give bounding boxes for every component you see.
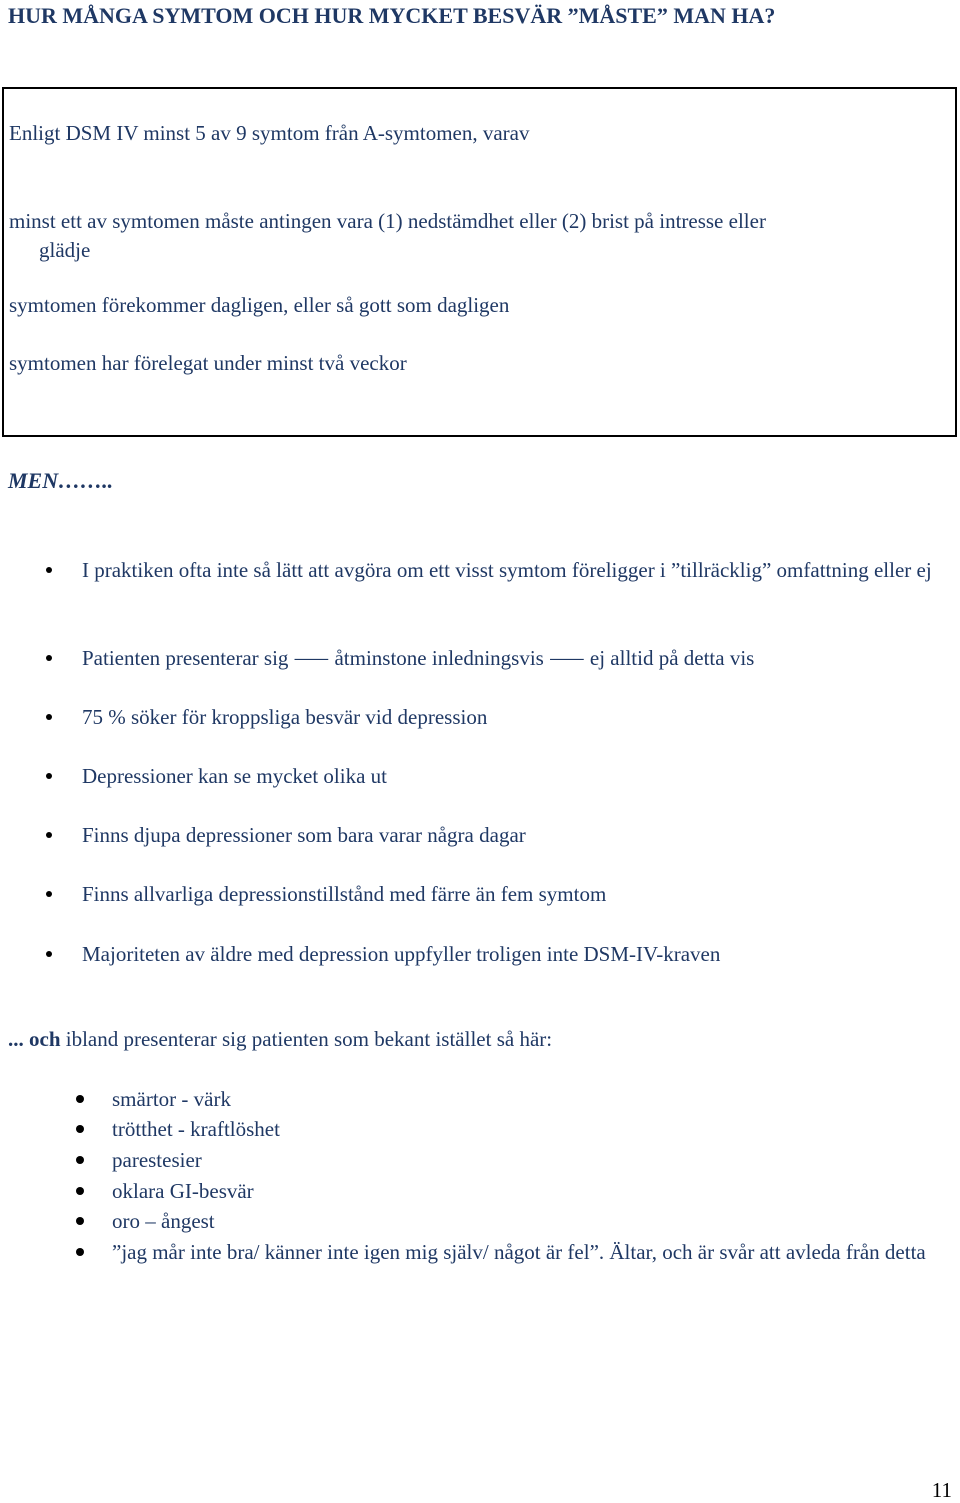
criteria-line-2 [9, 207, 766, 265]
och-rest: ibland presenterar sig patienten som bekant istället så här: [60, 1027, 553, 1051]
bullet-dot-icon [46, 773, 52, 779]
dsm-criteria-box [2, 87, 957, 437]
bullet-item [82, 940, 942, 969]
symptom-item [112, 1238, 942, 1267]
page-number: 11 [931, 1478, 952, 1502]
bullet-text: Depressioner kan se mycket olika ut [82, 764, 387, 788]
symptom-item [112, 1085, 942, 1114]
symptom-text: smärtor - värk [112, 1087, 231, 1111]
bullet-item [82, 703, 942, 732]
bullet-text: 75 % söker för kroppsliga besvär vid depression [82, 705, 488, 729]
page-heading: HUR MÅNGA SYMTOM OCH HUR MYCKET BESVÄR ”MÅSTE” MAN HA? [8, 3, 776, 28]
symptom-item [112, 1177, 942, 1206]
bullet-text: Patienten presenterar sig ⸺ åtminstone inledningsvis ⸺ ej alltid på detta vis [82, 646, 755, 670]
bullet-dot-icon [46, 567, 52, 573]
bullet-dot-icon [76, 1248, 84, 1256]
bullet-dot-icon [76, 1217, 84, 1225]
bullet-dot-icon [46, 832, 52, 838]
criteria-line-4: symtomen har förelegat under minst två veckor [9, 351, 407, 375]
och-prefix: ... och [8, 1027, 61, 1051]
symptom-item [112, 1146, 942, 1175]
symptom-text: oro – ångest [112, 1209, 215, 1233]
bullet-text: Finns allvarliga depressionstillstånd med färre än fem symtom [82, 882, 607, 906]
bullet-dot-icon [76, 1187, 84, 1195]
men-label: MEN…….. [8, 468, 114, 493]
criteria-line-2-text: minst ett av symtomen måste antingen vara (1) nedstämdhet eller (2) brist på intresse eller [9, 209, 766, 233]
symptom-item [112, 1207, 942, 1236]
bullet-dot-icon [46, 951, 52, 957]
bullet-dot-icon [46, 655, 52, 661]
symptom-text: oklara GI-besvär [112, 1179, 254, 1203]
criteria-line-3: symtomen förekommer dagligen, eller så gott som dagligen [9, 293, 510, 317]
bullet-dot-icon [46, 714, 52, 720]
criteria-line-2-continuation: glädje [39, 238, 91, 262]
bullet-dot-icon [46, 891, 52, 897]
bullet-dot-icon [76, 1125, 84, 1133]
criteria-line-1: Enligt DSM IV minst 5 av 9 symtom från A-symtomen, varav [9, 121, 530, 145]
bullet-item [82, 821, 942, 850]
symptom-text: parestesier [112, 1148, 202, 1172]
bullet-text: Finns djupa depressioner som bara varar några dagar [82, 823, 526, 847]
bullet-item [82, 556, 942, 585]
bullet-dot-icon [76, 1095, 84, 1103]
bullet-dot-icon [76, 1156, 84, 1164]
bullet-item [82, 644, 942, 673]
bullet-item [82, 762, 942, 791]
symptom-text: trötthet - kraftlöshet [112, 1117, 280, 1141]
bullet-text: I praktiken ofta inte så lätt att avgöra om ett visst symtom föreligger i ”tillräcklig” omfattning eller ej [82, 558, 932, 582]
bullet-text: Majoriteten av äldre med depression uppfyller troligen inte DSM-IV-kraven [82, 942, 721, 966]
och-intro-line [8, 1027, 552, 1052]
symptom-item [112, 1115, 942, 1144]
bullet-item [82, 880, 942, 909]
symptom-text: ”jag mår inte bra/ känner inte igen mig själv/ något är fel”. Ältar, och är svår att avleda från detta [112, 1240, 926, 1264]
